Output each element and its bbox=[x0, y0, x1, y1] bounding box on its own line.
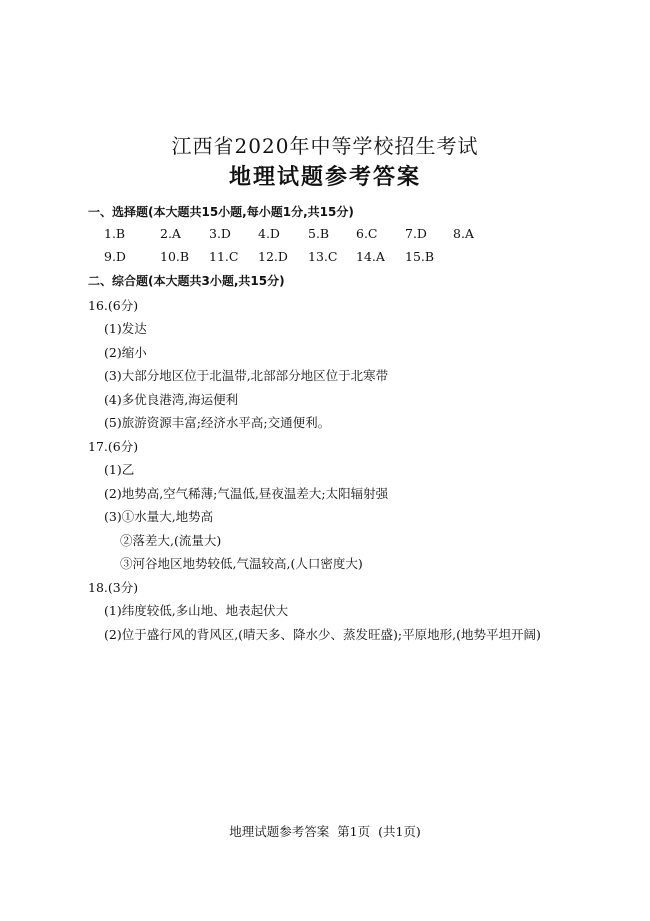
q17-answer-1: (1)乙 bbox=[104, 462, 135, 477]
q18-answer-1: (1)纬度较低,多山地、地表起伏大 bbox=[104, 603, 289, 618]
q17-answer-3-2: ②落差大,(流量大) bbox=[120, 533, 222, 548]
section1-heading: 一、选择题(本大题共15小题,每小题1分,共15分) bbox=[88, 205, 354, 219]
q17-answer-3-3: ③河谷地区地势较低,气温较高,(人口密度大) bbox=[120, 556, 363, 571]
q18-answer-2: (2)位于盛行风的背风区,(晴天多、降水少、蒸发旺盛);平原地形,(地势平坦开阔) bbox=[104, 627, 541, 642]
answer-item: 3.D bbox=[209, 226, 231, 241]
answer-item: 6.C bbox=[356, 226, 378, 241]
page-footer: 地理试题参考答案 第1页 (共1页) bbox=[229, 824, 421, 839]
q17-answer-3-1: (3)①水量大,地势高 bbox=[104, 509, 214, 524]
answer-item: 15.B bbox=[405, 249, 435, 264]
answer-item: 10.B bbox=[160, 249, 190, 264]
section2-heading: 二、综合题(本大题共3小题,共15分) bbox=[88, 274, 285, 288]
document-title: 地理试题参考答案 bbox=[228, 165, 421, 190]
exam-title: 江西省2020年中等学校招生考试 bbox=[171, 134, 479, 158]
answer-item: 13.C bbox=[308, 249, 338, 264]
answer-item: 12.D bbox=[258, 249, 288, 264]
q16-answer-2: (2)缩小 bbox=[104, 345, 147, 360]
answer-item: 9.D bbox=[104, 249, 126, 264]
answer-item: 14.A bbox=[356, 249, 385, 264]
answer-item: 2.A bbox=[160, 226, 181, 241]
answer-row-2 bbox=[0, 249, 650, 269]
q17-answer-2: (2)地势高,空气稀薄;气温低,昼夜温差大;太阳辐射强 bbox=[104, 486, 389, 501]
question-17-label: 17.(6分) bbox=[88, 439, 139, 454]
q16-answer-3: (3)大部分地区位于北温带,北部部分地区位于北寒带 bbox=[104, 368, 389, 383]
answer-item: 4.D bbox=[258, 226, 280, 241]
q16-answer-1: (1)发达 bbox=[104, 321, 147, 336]
q16-answer-5: (5)旅游资源丰富;经济水平高;交通便利。 bbox=[104, 415, 331, 430]
answer-item: 1.B bbox=[104, 226, 126, 241]
answer-item: 7.D bbox=[405, 226, 427, 241]
answer-item: 11.C bbox=[209, 249, 239, 264]
question-18-label: 18.(3分) bbox=[88, 580, 139, 595]
question-16-label: 16.(6分) bbox=[88, 298, 139, 313]
answer-item: 5.B bbox=[308, 226, 330, 241]
answer-row-1 bbox=[0, 226, 650, 246]
q16-answer-4: (4)多优良港湾,海运便利 bbox=[104, 392, 239, 407]
answer-item: 8.A bbox=[453, 226, 474, 241]
